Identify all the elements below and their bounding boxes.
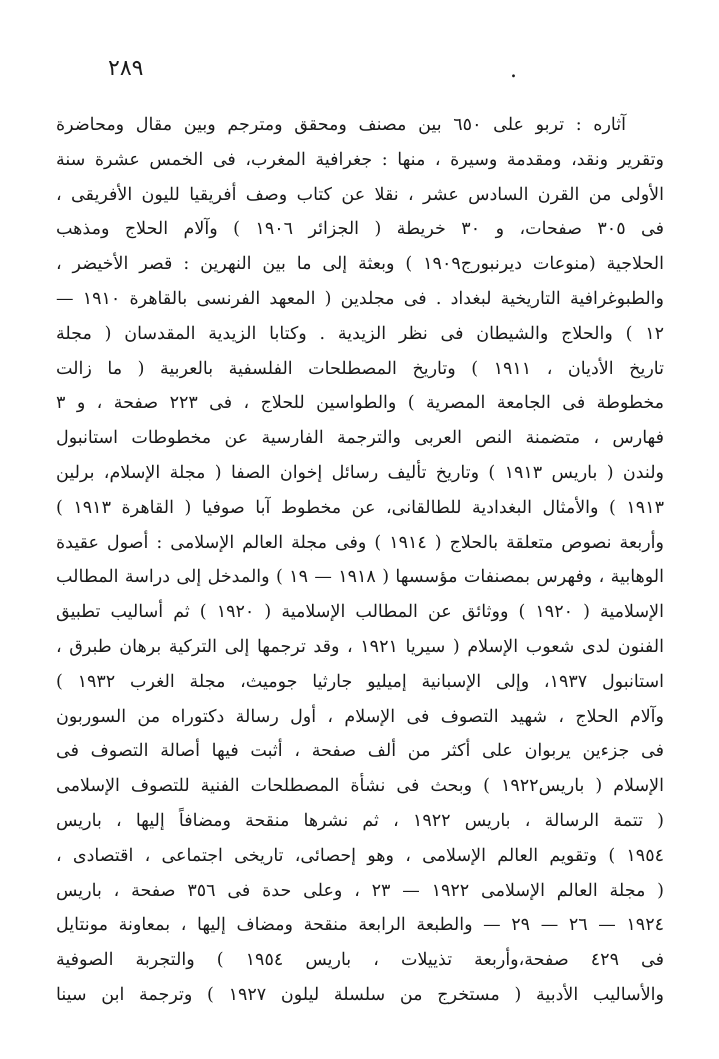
text-line: وآلام الحلاج ، شهيد التصوف فى الإسلام ، أول رسالة دكتوراه من السوربون <box>56 706 664 727</box>
text-line: آثاره : تربو على ٦٥٠ بين مصنف ومحقق ومترجم وبين مقال ومحاضرة <box>56 115 626 135</box>
text-line: وأربعة نصوص متعلقة بالحلاج ( ١٩١٤ ) وفى مجلة العالم الإسلامى : أصول عقيدة <box>56 532 664 553</box>
text-line: ١٢ ) والحلاج والشيطان فى نظر الزيدية . وكتابا الزيدية المقدسان ( مجلة <box>56 323 664 344</box>
text-line: الإسلام ( باريس١٩٢٢ ) وبحث فى نشأة المصطلحات الفنية للتصوف الإسلامى <box>56 776 664 797</box>
text-line: وتقرير ونقد، ومقدمة وسيرة ، منها : جغرافية المغرب، فى الخمس عشرة سنة <box>56 149 664 170</box>
text-line: فى ٣٠٥ صفحات، و ٣٠ خريطة ( الجزائر ١٩٠٦ ) وآلام الحلاج ومذهب <box>56 219 664 240</box>
page-number: ٢٨٩ <box>108 56 144 81</box>
text-line: الإسلامية ( ١٩٢٠ ) ووثائق عن المطالب الإسلامية ( ١٩٢٠ ) ثم أساليب تطبيق <box>56 602 664 623</box>
text-line: والأساليب الأدبية ( مستخرج من سلسلة ليلون ١٩٢٧ ) وترجمة ابن سينا <box>56 984 664 1005</box>
text-line: مخطوطة فى الجامعة المصرية ) والطواسين للحلاج ، فى ٢٢٣ صفحة ، و ٣ <box>56 393 664 414</box>
text-line: ولندن ( باريس ١٩١٣ ) وتاريخ تأليف رسائل إخوان الصفا ( مجلة الإسلام، برلين <box>56 462 664 483</box>
text-line: والطبوغرافية التاريخية لبغداد . فى مجلدين ( المعهد الفرنسى بالقاهرة ١٩١٠ — <box>56 288 664 309</box>
text-line: فى جزءين يربوان على أكثر من ألف صفحة ، أثبت فيها أصالة التصوف فى <box>56 741 664 762</box>
body-text <box>56 108 664 1013</box>
text-line: ١٩١٣ ) والأمثال البغدادية للطالقانى، عن مخطوط آبا صوفيا ( القاهرة ١٩١٣ ) <box>56 497 664 518</box>
text-line: فى ٤٢٩ صفحة،وأربعة تذييلات ، باريس ١٩٥٤ ) والتجربة الصوفية <box>56 950 664 971</box>
text-line: الحلاجية (منوعات ديرنبورج١٩٠٩ ) وبعثة إلى ما بين النهرين : قصر الأخيضر ، <box>56 254 664 275</box>
text-line: ( مجلة العالم الإسلامى ١٩٢٢ — ٢٣ ، وعلى حدة فى ٣٥٦ صفحة ، باريس <box>56 880 664 901</box>
text-line: ١٩٢٤ — ٢٦ — ٢٩ — والطبعة الرابعة منقحة ومضاف إليها ، بمعاونة مونتايل <box>56 915 664 936</box>
text-line: تاريخ الأديان ، ١٩١١ ) وتاريخ المصطلحات الفلسفية بالعربية ( ما زالت <box>56 358 664 379</box>
text-line: الأولى من القرن السادس عشر ، نقلا عن كتاب وصف أفريقيا لليون الأفريقى ، <box>56 184 664 205</box>
text-line: الوهابية ، وفهرس بمصنفات مؤسسها ( ١٩١٨ — ١٩ ) والمدخل إلى دراسة المطالب <box>56 567 664 588</box>
text-line: استانبول ١٩٣٧، وإلى الإسبانية إميليو جارثيا جوميث، مجلة الغرب ١٩٣٢ ) <box>56 671 664 692</box>
text-line: ( تتمة الرسالة ، باريس ١٩٢٢ ، ثم نشرها منقحة ومضافاً إليها ، باريس <box>56 810 664 831</box>
page-mark: . <box>510 58 517 83</box>
text-line: ١٩٥٤ ) وتقويم العالم الإسلامى ، وهو إحصائى، تاريخى اجتماعى ، اقتصادى ، <box>56 845 664 866</box>
text-line: الفنون لدى شعوب الإسلام ( سيريا ١٩٢١ ، وقد ترجمها إلى التركية برهان طبرق ، <box>56 636 664 657</box>
text-line: فهارس ، متضمنة النص العربى والترجمة الفارسية عن مخطوطات استانبول <box>56 428 664 449</box>
